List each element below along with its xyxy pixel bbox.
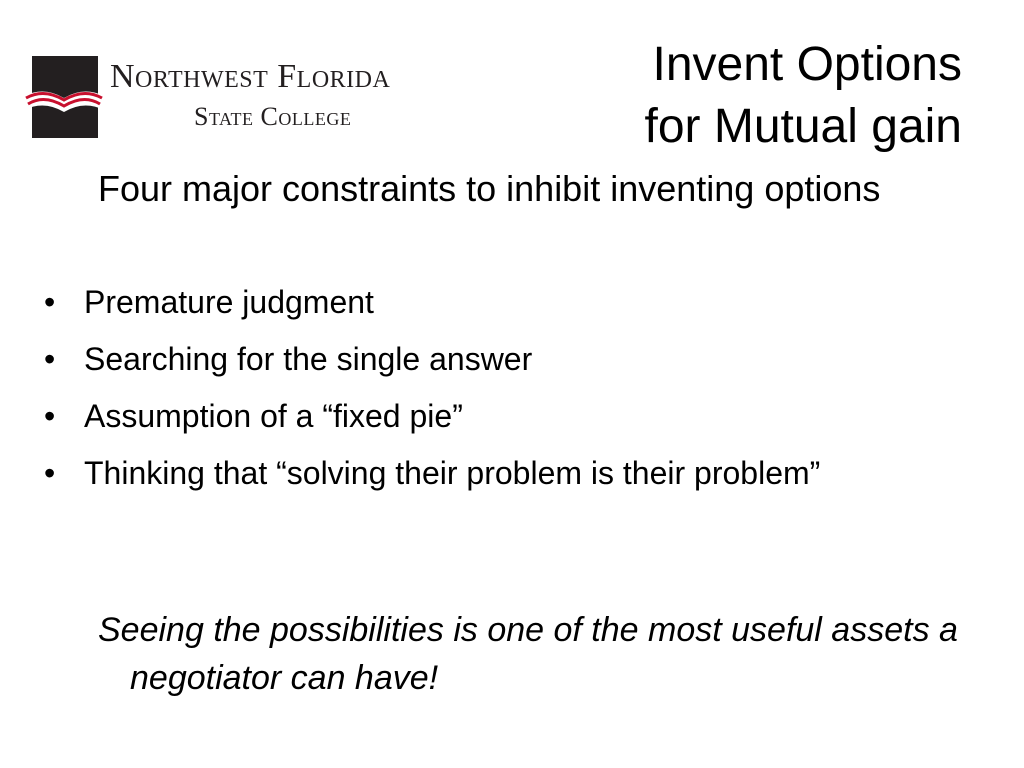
intro-text: Four major constraints to inhibit inventing options	[98, 168, 881, 209]
title-line-2: for Mutual gain	[644, 100, 962, 153]
bullet-list	[44, 278, 944, 506]
bullet-text: Premature judgment	[84, 284, 374, 320]
book-emblem-icon	[24, 52, 104, 142]
college-logo	[24, 52, 464, 142]
bullet-marker: •	[44, 455, 56, 491]
logo-name: Northwest Florida	[110, 58, 391, 95]
list-item	[44, 335, 944, 383]
bullet-text: Thinking that “solving their problem is their problem”	[84, 455, 821, 491]
list-item	[44, 392, 944, 440]
title-line-1: Invent Options	[652, 38, 962, 91]
bullet-marker: •	[44, 284, 56, 320]
closing-statement: Seeing the possibilities is one of the most useful assets a negotiator can have!	[98, 611, 958, 697]
list-item	[44, 449, 944, 497]
bullet-text: Assumption of a “fixed pie”	[84, 398, 463, 434]
bullet-marker: •	[44, 398, 56, 434]
logo-subtitle: State College	[194, 102, 352, 131]
bullet-text: Searching for the single answer	[84, 341, 533, 377]
list-item	[44, 278, 944, 326]
bullet-marker: •	[44, 341, 56, 377]
slide-title	[644, 34, 962, 158]
